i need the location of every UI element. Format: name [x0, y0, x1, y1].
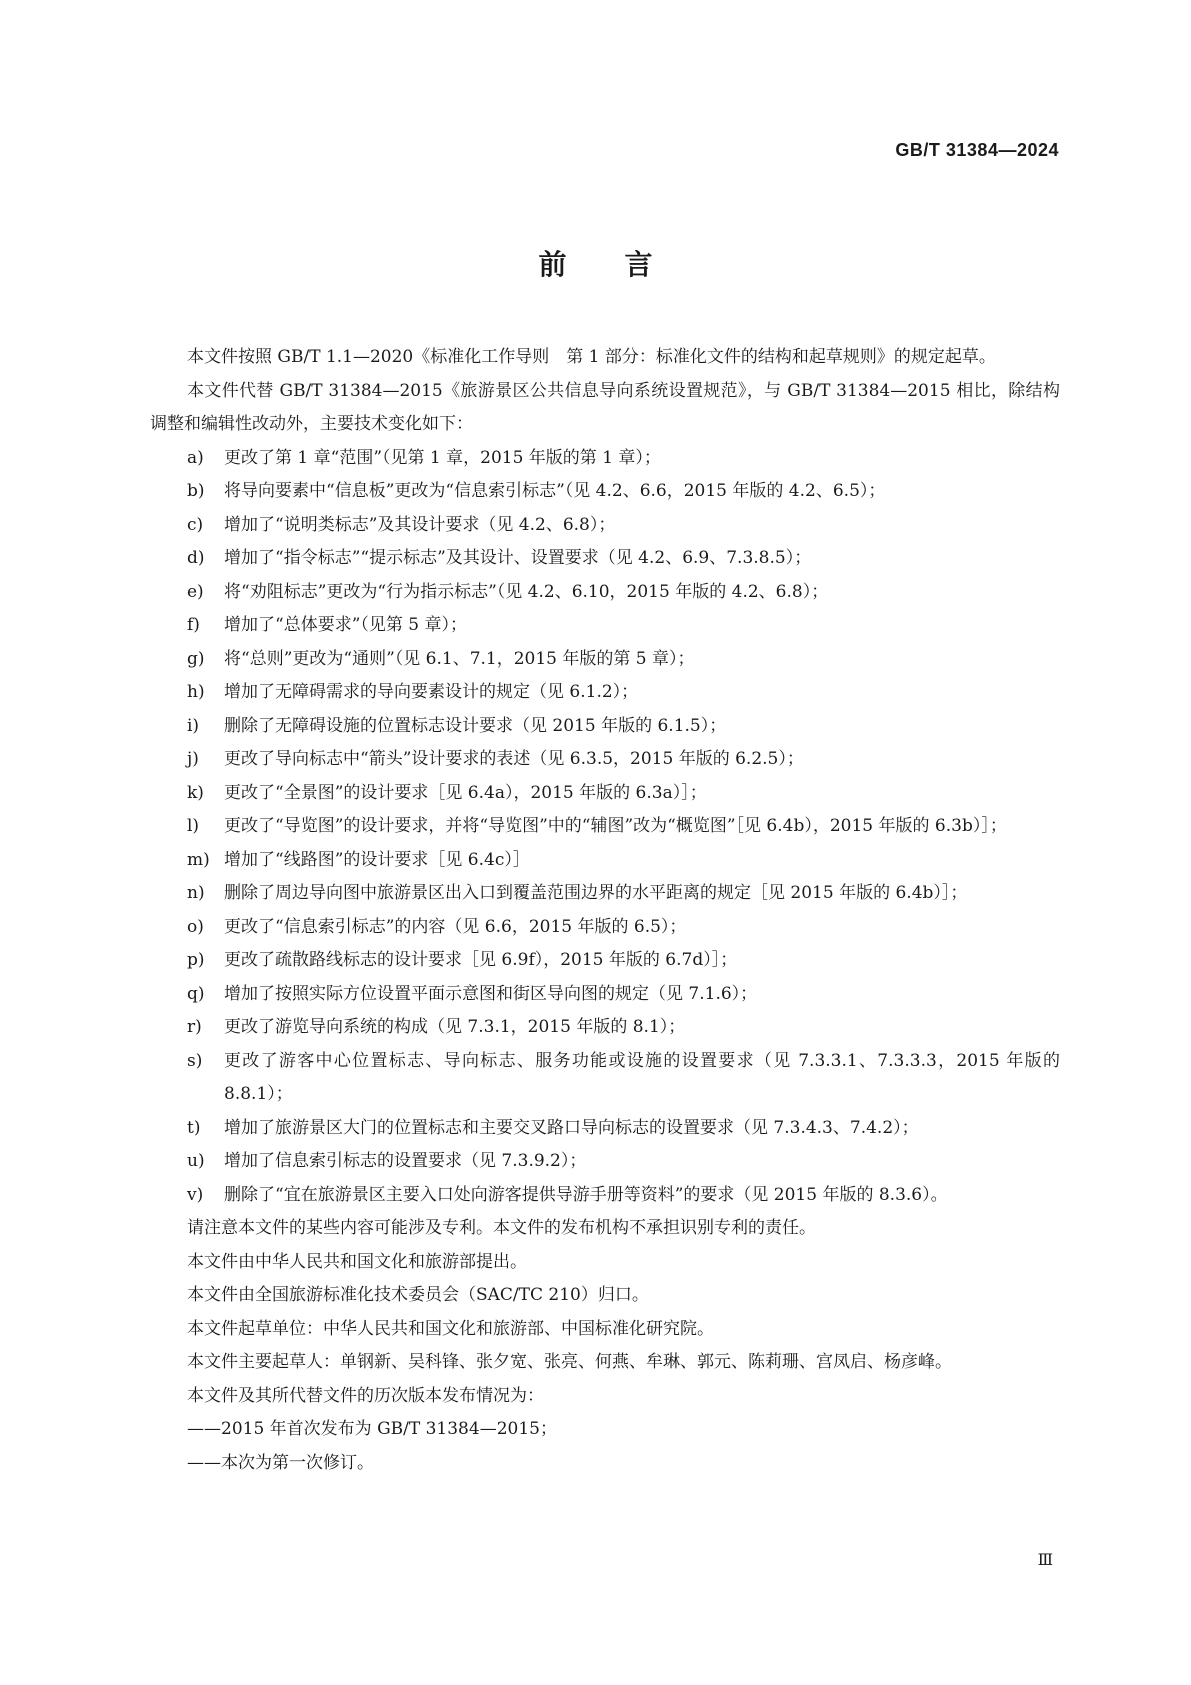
list-marker: b) [187, 481, 205, 501]
list-item-text: 增加了“总体要求”（见第 5 章）； [224, 615, 468, 635]
closing-paragraph: 本文件由中华人民共和国文化和旅游部提出。 [187, 1251, 527, 1272]
list-marker: t) [187, 1117, 201, 1138]
list-item [150, 576, 1060, 610]
list-item-text: 增加了“说明类标志”及其设计要求（见 4.2、6.8）； [224, 514, 616, 535]
page-number: Ⅲ [1037, 1552, 1053, 1569]
list-marker: d) [187, 548, 205, 568]
list-item-text: 将“总则”更改为“通则”（见 6.1、7.1，2015 年版的第 5 章）； [224, 648, 695, 669]
list-item [150, 710, 1060, 744]
list-item-text: 增加了无障碍需求的导向要素设计的规定（见 6.1.2）； [224, 682, 639, 702]
list-item [150, 509, 1060, 543]
list-marker: v) [187, 1184, 204, 1205]
list-marker: f) [187, 615, 200, 635]
list-item-text: 更改了游览导向系统的构成（见 7.3.1，2015 年版的 8.1）； [224, 1017, 686, 1037]
list-marker: k) [187, 782, 204, 803]
list-marker: s) [187, 1050, 203, 1071]
intro-paragraph: 本文件按照 GB/T 1.1—2020《标准化工作导则 第 1 部分：标准化文件的结构和起草规则》的规定起草。 [187, 347, 996, 367]
list-item-text: 更改了“全景图”的设计要求［见 6.4a），2015 年版的 6.3a）］； [224, 782, 707, 803]
list-item [150, 542, 1060, 576]
list-marker: c) [187, 514, 204, 535]
list-item-text: 更改了疏散路线标志的设计要求［见 6.9f），2015 年版的 6.7d）］； [224, 950, 738, 970]
list-item-text: 更改了“信息索引标志”的内容（见 6.6，2015 年版的 6.5）； [224, 916, 687, 937]
list-item [150, 1112, 1060, 1146]
list-item [150, 743, 1060, 777]
list-marker: g) [187, 648, 205, 669]
list-marker: r) [187, 1017, 202, 1037]
list-item [150, 643, 1060, 677]
list-item [150, 911, 1060, 945]
list-item-text: 更改了导向标志中“箭头”设计要求的表述（见 6.3.5，2015 年版的 6.2.5）； [224, 749, 804, 769]
history-item: ——本次为第一次修订。 [187, 1452, 374, 1473]
page-title: 前言 [538, 248, 711, 281]
list-item [150, 810, 1060, 844]
technical-changes-list [150, 442, 1060, 1213]
list-item-text: 删除了“宜在旅游景区主要入口处向游客提供导游手册等资料”的要求（见 2015 年版的 8.3.6）。 [224, 1184, 948, 1205]
list-item [150, 676, 1060, 710]
list-item [150, 978, 1060, 1012]
closing-paragraph: 请注意本文件的某些内容可能涉及专利。本文件的发布机构不承担识别专利的责任。 [187, 1218, 816, 1238]
list-item [150, 609, 1060, 643]
list-item [150, 1045, 1060, 1112]
intro-paragraph: 本文件代替 GB/T 31384—2015《旅游景区公共信息导向系统设置规范》，与 GB/T 31384—2015 相比，除结构调整和编辑性改动外，主要技术变化如下： [150, 380, 1060, 434]
list-item [150, 944, 1060, 978]
list-item [150, 475, 1060, 509]
closing-paragraph: 本文件由全国旅游标准化技术委员会（SAC/TC 210）归口。 [187, 1285, 649, 1305]
closing-paragraph: 本文件起草单位：中华人民共和国文化和旅游部、中国标准化研究院。 [187, 1318, 714, 1339]
list-item-text: 更改了“导览图”的设计要求，并将“导览图”中的“辅图”改为“概览图”［见 6.4b），2015 年版的 6.3b）］； [224, 816, 1007, 836]
list-item-text: 增加了“指令标志”“提示标志”及其设计、设置要求（见 4.2、6.9、7.3.8.5）； [224, 548, 812, 568]
list-marker: a) [187, 447, 204, 468]
list-marker: i) [187, 715, 200, 736]
list-item [150, 844, 1060, 878]
list-marker: o) [187, 916, 204, 937]
list-item-text: 删除了无障碍设施的位置标志设计要求（见 2015 年版的 6.1.5）； [224, 715, 727, 736]
list-marker: q) [187, 983, 205, 1004]
list-item-text: 将导向要素中“信息板”更改为“信息索引标志”（见 4.2、6.6，2015 年版的 4.2、6.5）； [224, 481, 886, 501]
standard-code-header: GB/T 31384—2024 [895, 140, 1059, 160]
list-item-text: 将“劝阻标志”更改为“行为指示标志”（见 4.2、6.10，2015 年版的 4.2、6.8）； [224, 581, 829, 602]
list-marker: m) [187, 849, 210, 870]
list-item-text: 增加了“线路图”的设计要求［见 6.4c）］ [224, 849, 530, 870]
closing-paragraph: 本文件主要起草人：单钢新、吴科锋、张夕宽、张亮、何燕、牟琳、郭元、陈莉珊、宫凤启、杨彦峰。 [187, 1352, 952, 1372]
list-marker: h) [187, 682, 205, 702]
list-item [150, 777, 1060, 811]
list-marker: u) [187, 1151, 205, 1171]
list-marker: p) [187, 950, 205, 970]
list-marker: n) [187, 883, 205, 903]
list-item-text: 更改了第 1 章“范围”（见第 1 章，2015 年版的第 1 章）； [224, 447, 661, 468]
list-item [150, 877, 1060, 911]
list-item [150, 1145, 1060, 1179]
list-item-text: 增加了信息索引标志的设置要求（见 7.3.9.2）； [224, 1151, 587, 1171]
list-marker: j) [187, 749, 199, 769]
closing-paragraph: 本文件及其所代替文件的历次版本发布情况为： [187, 1385, 544, 1406]
list-item-text: 删除了周边导向图中旅游景区出入口到覆盖范围边界的水平距离的规定［见 2015 年版的 6.4b）］； [224, 883, 968, 903]
list-item-text: 增加了旅游景区大门的位置标志和主要交叉路口导向标志的设置要求（见 7.3.4.3、7.4.2）； [224, 1117, 919, 1138]
foreword-content [150, 341, 1060, 1480]
list-marker: l) [187, 816, 200, 836]
list-marker: e) [187, 581, 204, 602]
list-item [150, 1179, 1060, 1213]
list-item [150, 1011, 1060, 1045]
list-item [150, 442, 1060, 476]
list-item-text: 增加了按照实际方位设置平面示意图和街区导向图的规定（见 7.1.6）； [224, 983, 758, 1004]
history-item: ——2015 年首次发布为 GB/T 31384—2015； [187, 1419, 557, 1439]
list-item-text: 更改了游客中心位置标志、导向标志、服务功能或设施的设置要求（见 7.3.3.1、7.3.3.3，2015 年版的 8.8.1）； [224, 1050, 1060, 1104]
